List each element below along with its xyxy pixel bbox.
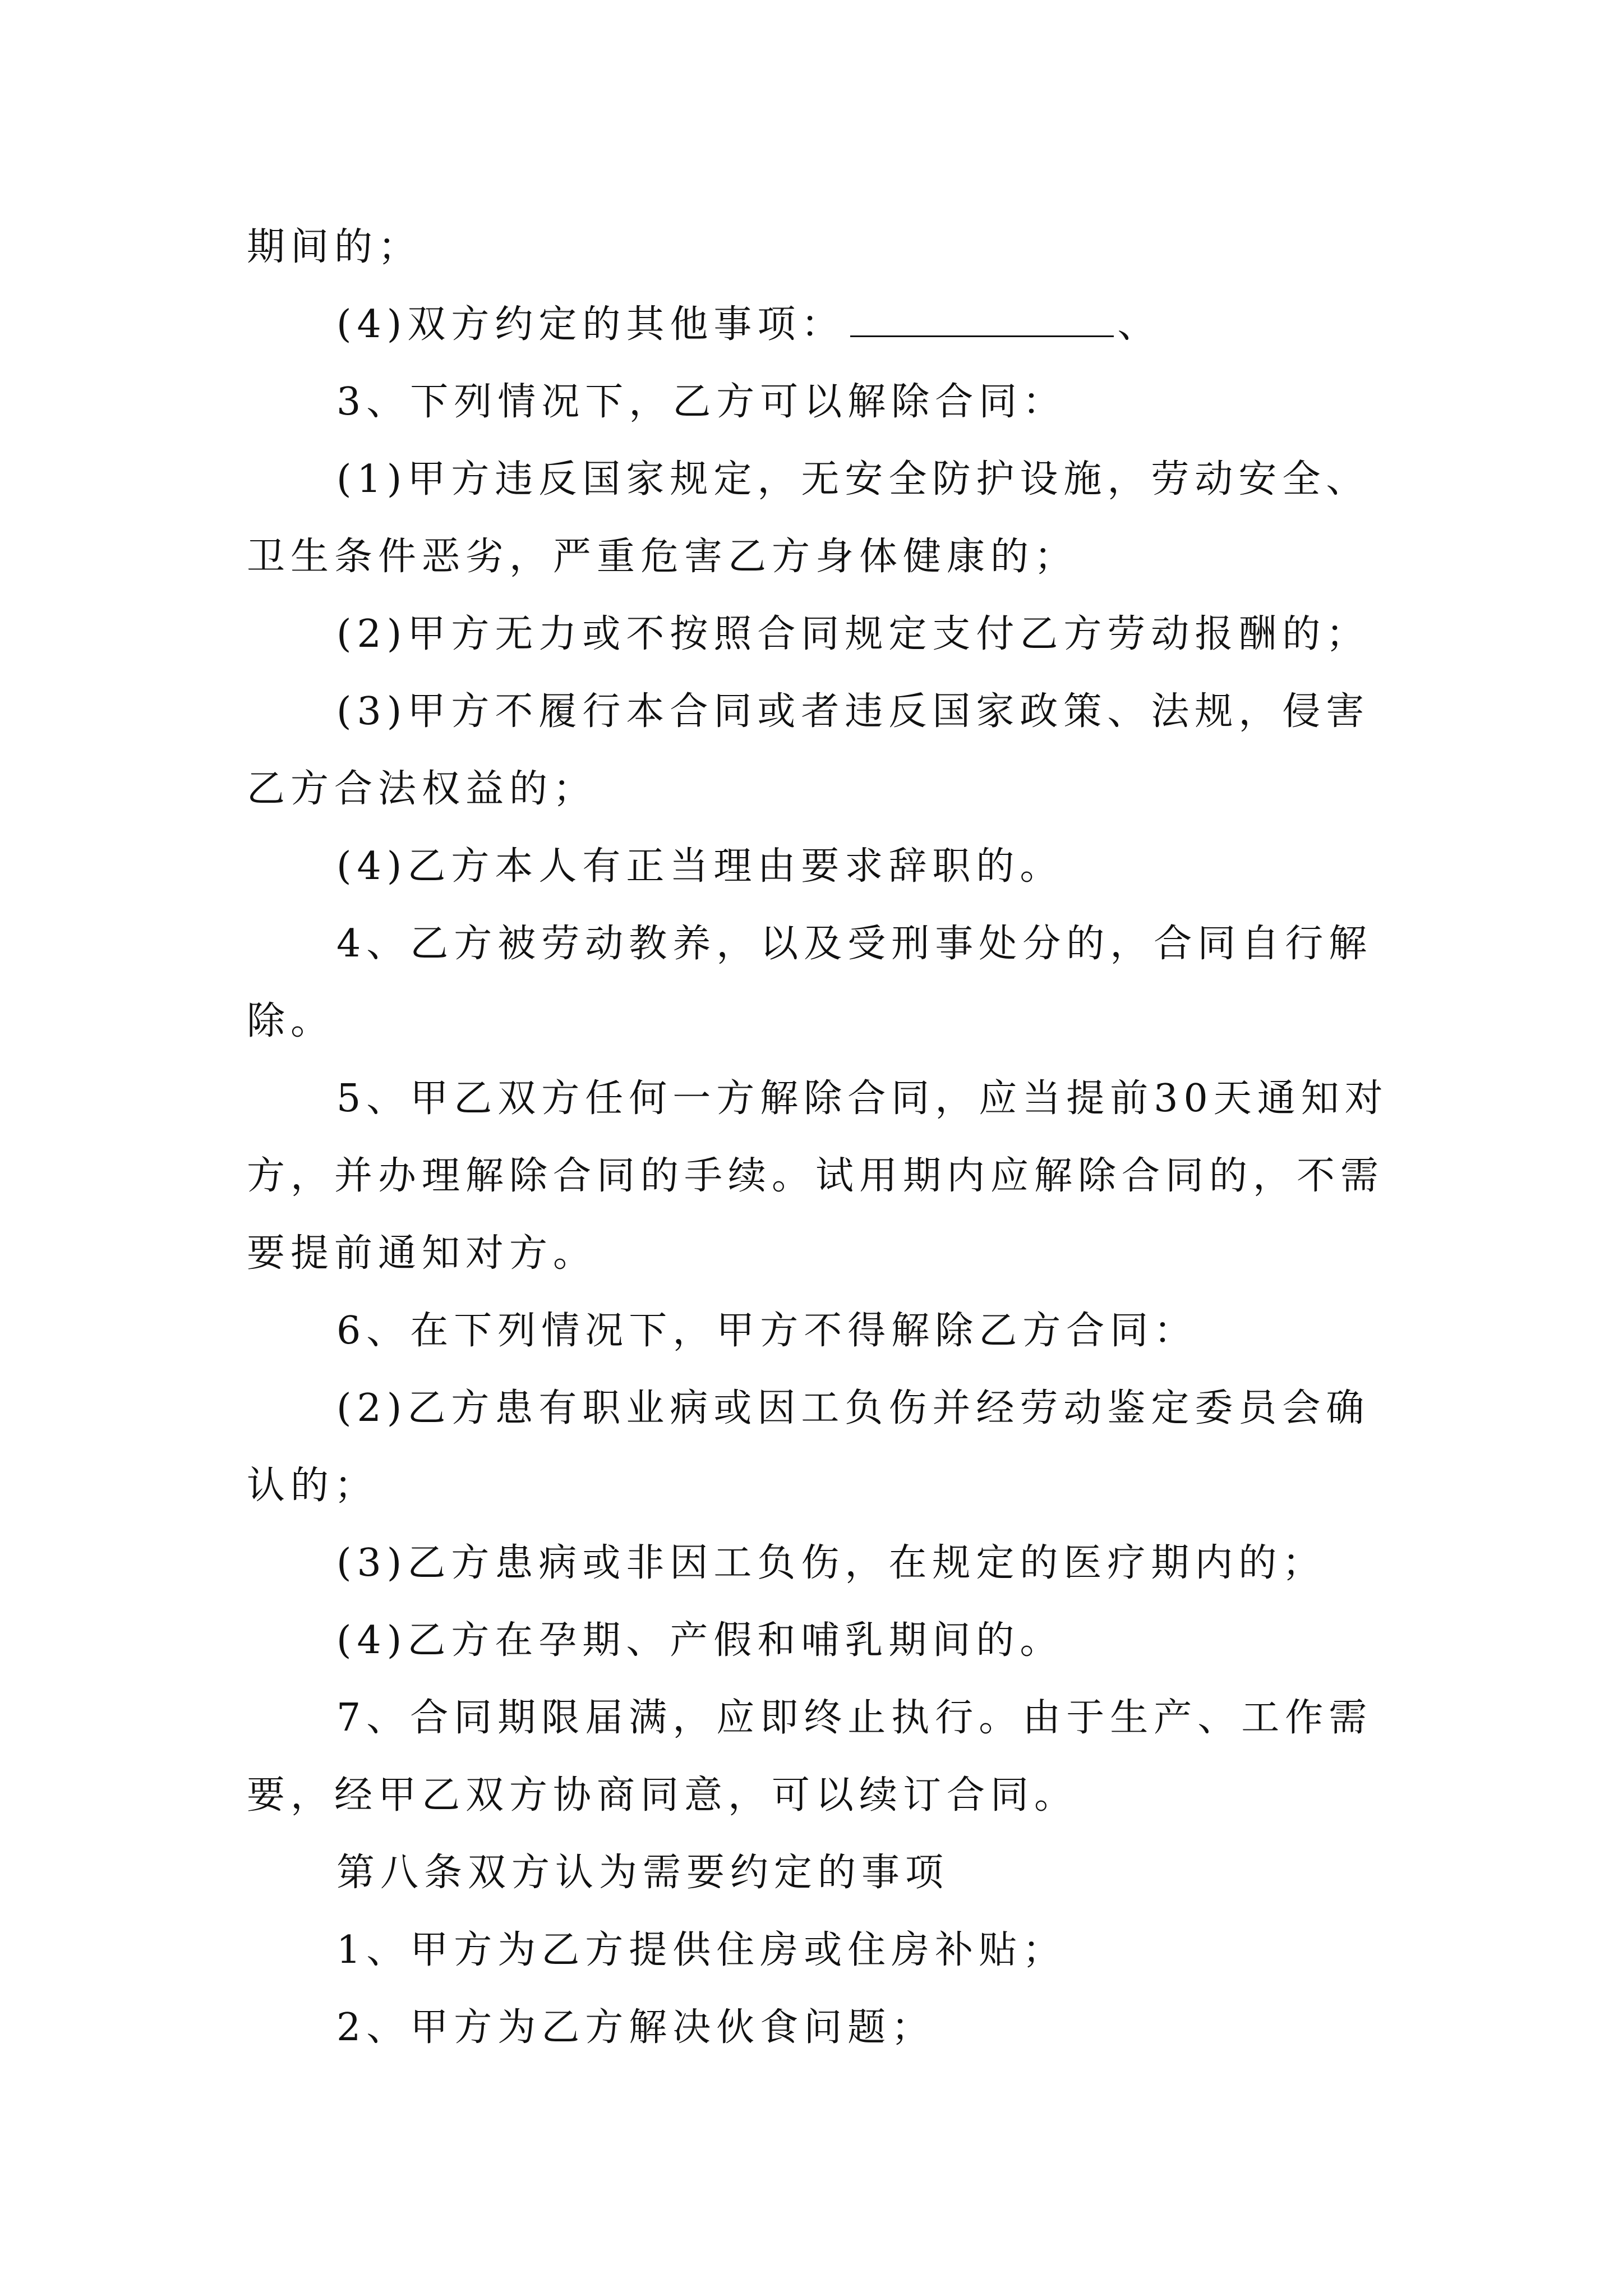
- paragraph-15: 第八条双方认为需要约定的事项: [336, 1851, 949, 1895]
- paragraph-7: (4)乙方本人有正当理由要求辞职的。: [336, 844, 1064, 889]
- paragraph-1: 期间的；: [247, 225, 422, 269]
- paragraph-17: 2、甲方为乙方解决伙食问题；: [336, 2005, 935, 2050]
- paragraph-2-suffix: 、: [1117, 302, 1161, 347]
- paragraph-9: 5、甲乙双方任何一方解除合同，应当提前30天通知对方，并办理解除合同的手续。试用期内应解除合同的，不需要提前通知对方。: [247, 1076, 1389, 1276]
- paragraph-6: (3)甲方不履行本合同或者违反国家政策、法规，侵害乙方合法权益的；: [247, 689, 1370, 811]
- fill-in-blank[interactable]: [850, 296, 1114, 337]
- paragraph-12: (3)乙方患病或非因工负伤，在规定的医疗期内的；: [336, 1541, 1326, 1585]
- paragraph-5: (2)甲方无力或不按照合同规定支付乙方劳动报酬的；: [336, 612, 1370, 656]
- paragraph-10: 6、在下列情况下，甲方不得解除乙方合同：: [336, 1309, 1198, 1353]
- paragraph-16: 1、甲方为乙方提供住房或住房补贴；: [336, 1928, 1067, 1972]
- paragraph-11: (2)乙方患有职业病或因工负伤并经劳动鉴定委员会确认的；: [247, 1386, 1370, 1508]
- paragraph-2-text: (4)双方约定的其他事项：: [336, 302, 845, 347]
- paragraph-2: [247, 286, 1391, 364]
- paragraph-13: (4)乙方在孕期、产假和哺乳期间的。: [336, 1618, 1064, 1663]
- paragraph-3: 3、下列情况下，乙方可以解除合同：: [336, 380, 1067, 424]
- paragraph-4: (1)甲方违反国家规定，无安全防护设施，劳动安全、卫生条件恶劣，严重危害乙方身体健康的；: [247, 457, 1370, 579]
- document-body: [247, 209, 1391, 2067]
- paragraph-14: 7、合同期限届满，应即终止执行。由于生产、工作需要，经甲乙双方协商同意，可以续订合同。: [247, 1696, 1373, 1818]
- paragraph-8: 4、乙方被劳动教养，以及受刑事处分的，合同自行解除。: [247, 922, 1373, 1043]
